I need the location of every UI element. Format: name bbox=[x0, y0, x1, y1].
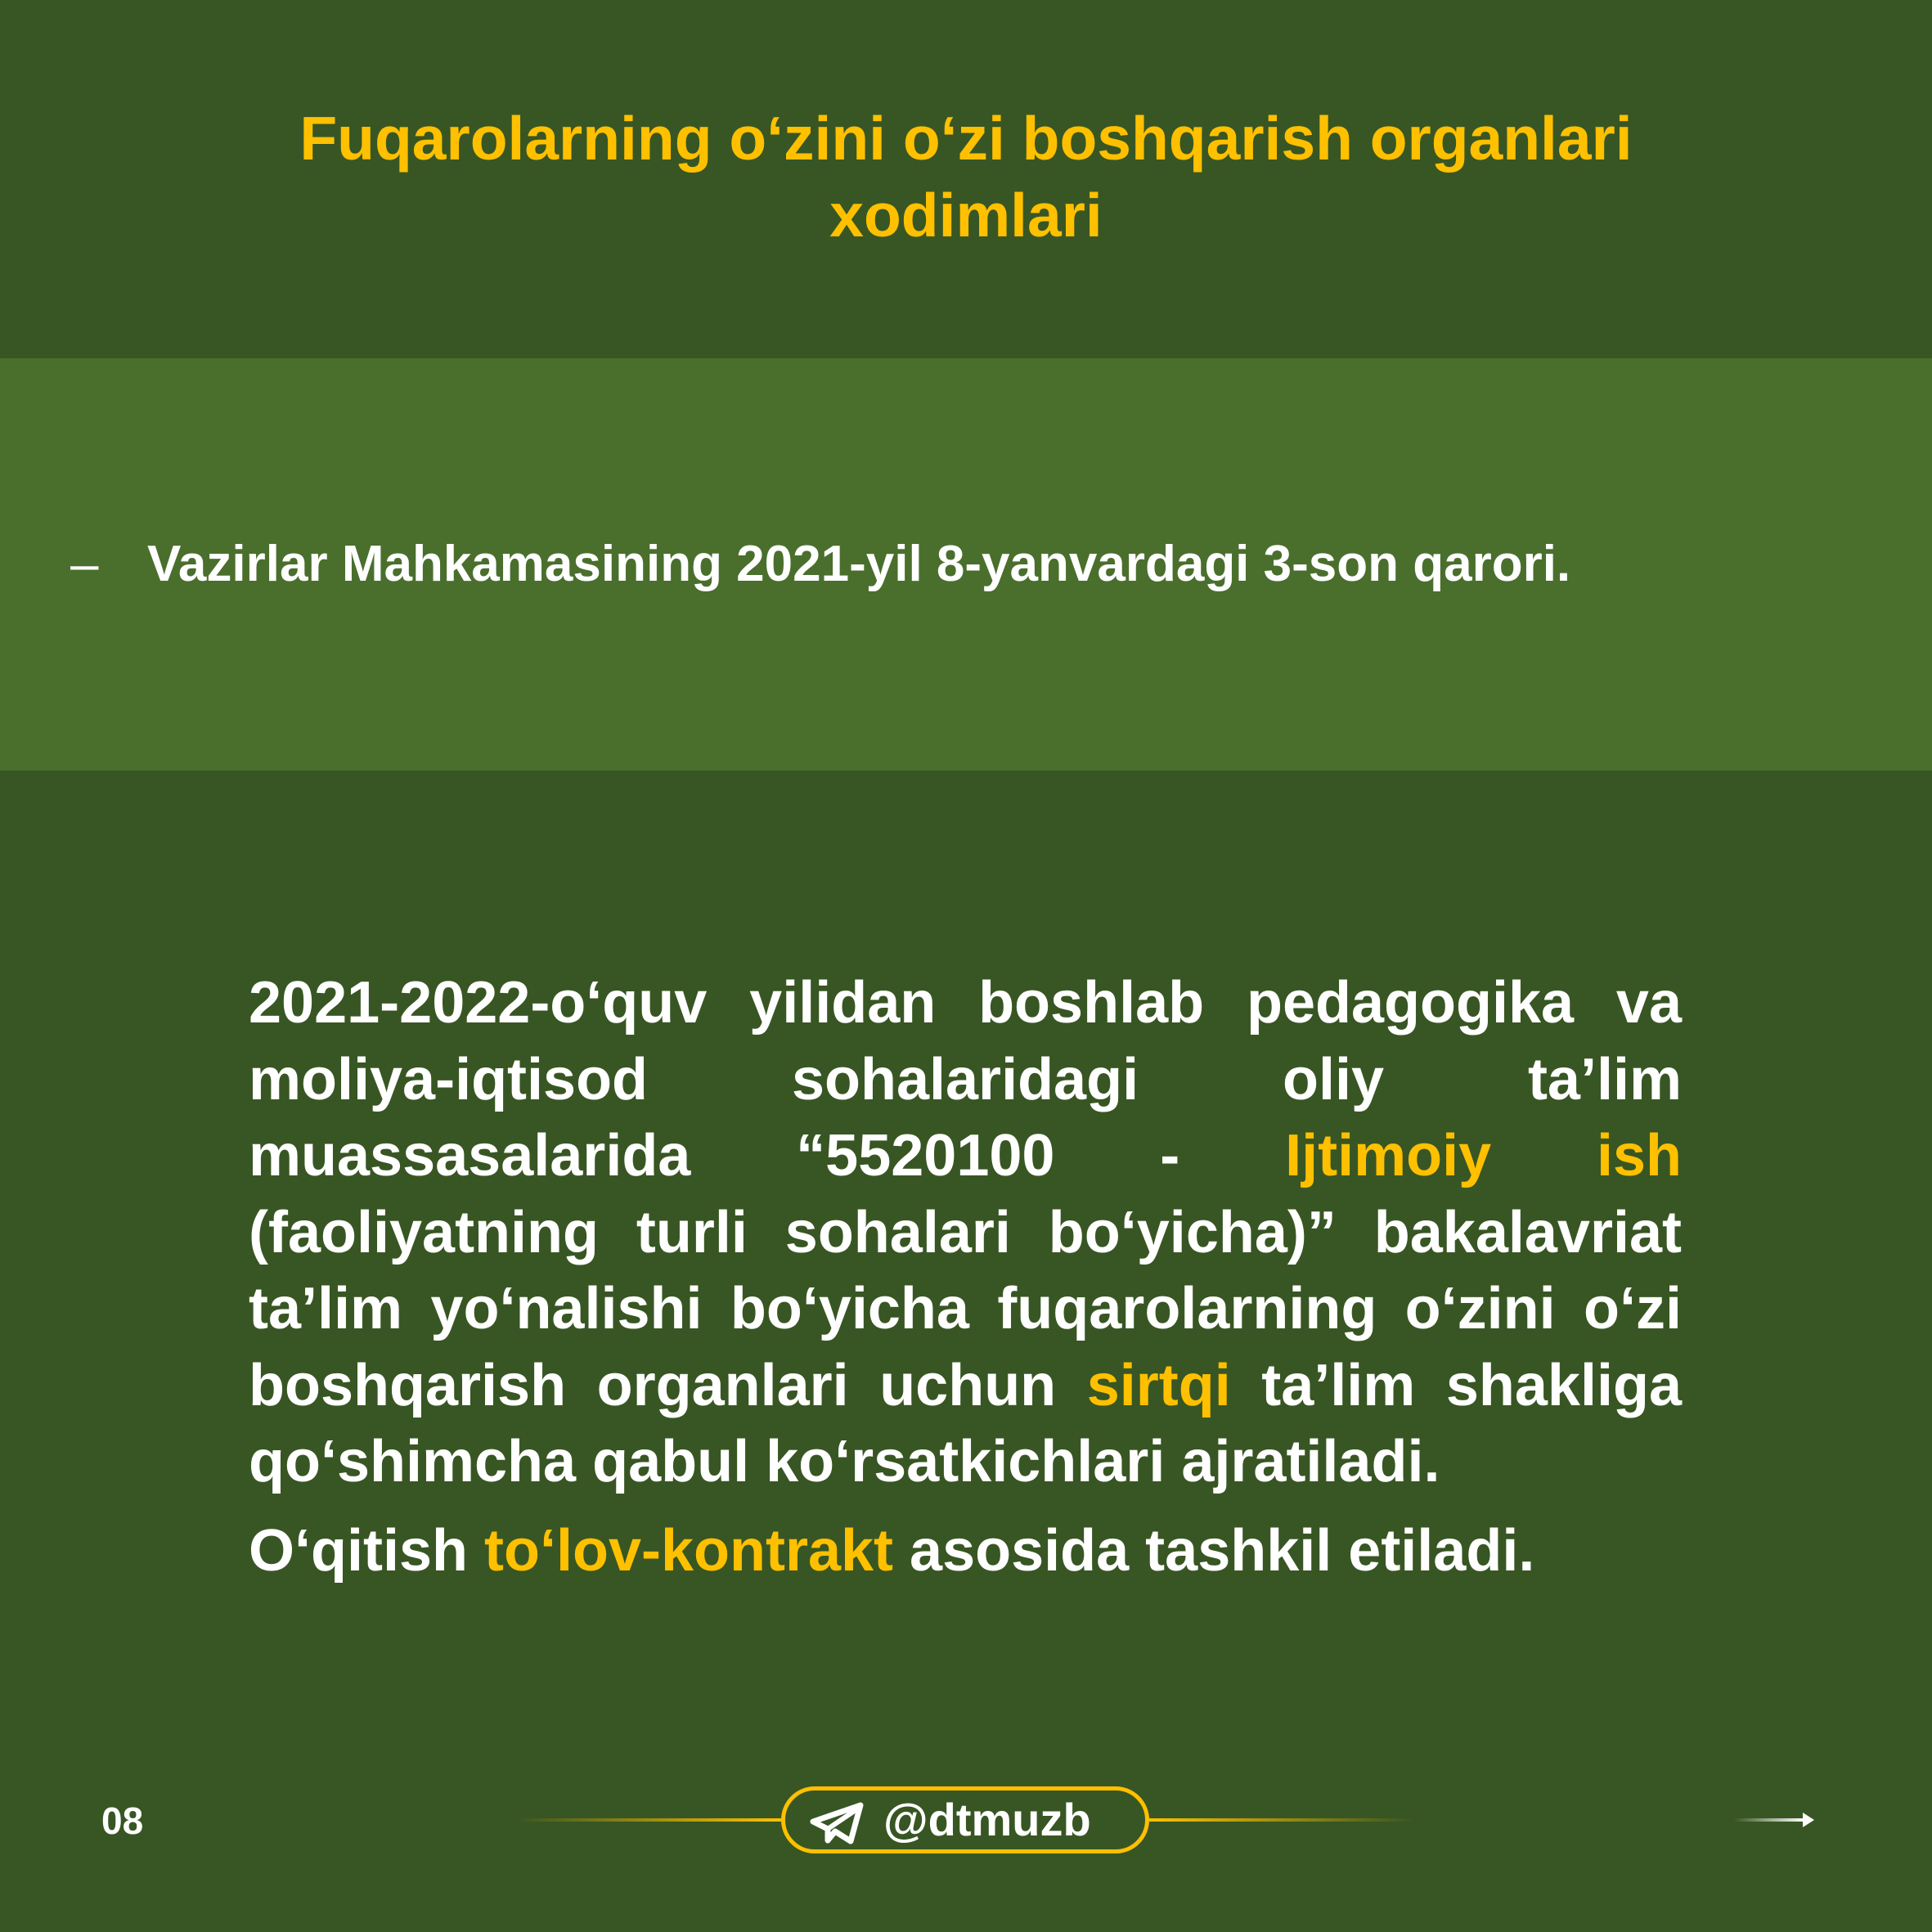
footer-divider-right bbox=[1149, 1818, 1415, 1822]
highlight-ijtimoiy-ish: Ijtimoiy ish bbox=[1285, 1123, 1682, 1188]
paragraph-text: ta’lim shakliga qo‘shimcha qabul ko‘rsatkichlari ajratiladi. bbox=[249, 1352, 1682, 1494]
main-paragraph bbox=[249, 965, 1682, 1501]
telegram-handle: @dtmuzb bbox=[883, 1794, 1091, 1845]
legal-basis-text: Vazirlar Mahkamasining 2021-yil 8-yanvardagi 3-son qarori. bbox=[147, 536, 1571, 592]
paragraph-text: 2021-2022-o‘quv yilidan boshlab pedagogika va moliya-iqtisod sohalaridagi oliy ta’lim muassasalarida “5520100 - bbox=[249, 970, 1682, 1188]
paragraph-text: (faoliyatning turli sohalari bo‘yicha)” bakalavriat ta’lim yo‘nalishi bo‘yicha fuqarolarning o‘zini o‘zi boshqarish organlari uchun bbox=[249, 1199, 1682, 1418]
page-number: 08 bbox=[101, 1799, 144, 1842]
page-title: Fuqarolarning o‘zini o‘zi boshqarish organlari xodimlari bbox=[299, 104, 1633, 249]
bullet-dash: – bbox=[70, 536, 99, 592]
telegram-handle-badge[interactable] bbox=[781, 1786, 1149, 1853]
telegram-icon bbox=[810, 1802, 865, 1844]
highlight-sirtqi: sirtqi bbox=[1086, 1352, 1231, 1418]
paragraph-text: asosida tashkil etiladi. bbox=[893, 1518, 1535, 1584]
secondary-paragraph bbox=[249, 1513, 1682, 1590]
footer-divider-left bbox=[515, 1818, 781, 1822]
legal-basis-item bbox=[0, 532, 1932, 597]
paragraph-text: O‘qitish bbox=[249, 1518, 484, 1584]
highlight-tolov-kontrakt: to‘lov-kontrakt bbox=[484, 1518, 894, 1584]
arrow-right-icon[interactable] bbox=[1734, 1809, 1816, 1831]
